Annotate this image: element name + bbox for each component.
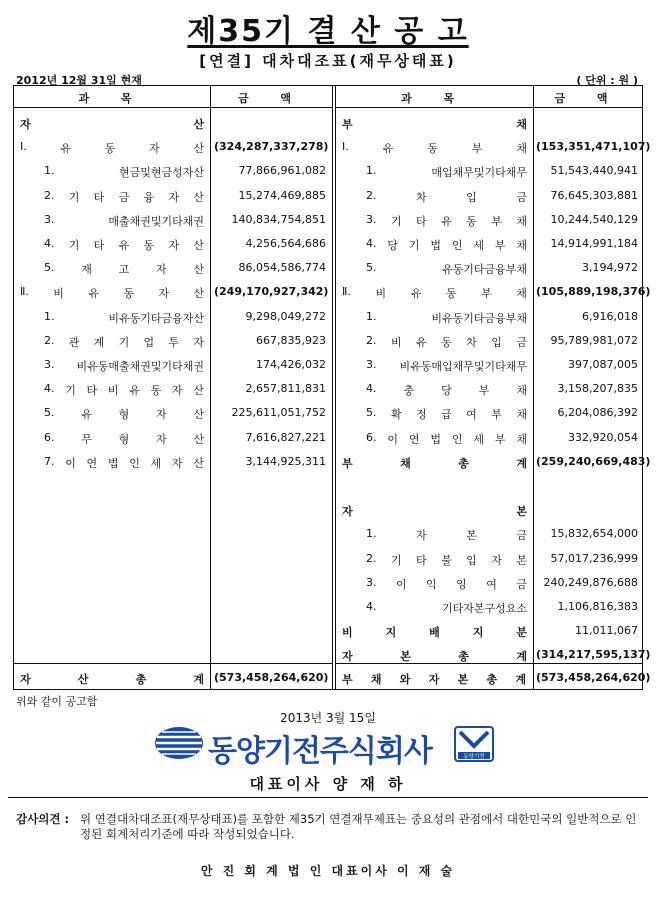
table-row xyxy=(336,183,642,207)
announcement-date: 2013년 3월 15일 xyxy=(280,711,376,725)
row-amount: 667,835,923 xyxy=(256,333,326,347)
unit-label: ( 단위 : 원 ) xyxy=(576,74,638,87)
table-row xyxy=(14,231,332,255)
table-row xyxy=(336,255,642,279)
row-label: 2. 관 계 기 업 투 자 xyxy=(44,333,204,349)
row-amount: 10,244,540,129 xyxy=(550,212,638,226)
table-row xyxy=(14,425,332,449)
table-row xyxy=(336,279,651,303)
audit-label: 감사의견 : xyxy=(16,812,70,826)
row-label: 6. 무 형 자 산 xyxy=(44,430,204,446)
row-label: 5. 재 고 자 산 xyxy=(44,261,204,277)
notice-text: 위와 같이 공고함 xyxy=(16,695,98,708)
table-row xyxy=(336,352,642,376)
row-label: 5. 유동기타금융부채 xyxy=(366,261,527,277)
row-label: 2. 비 유 동 차 입 금 xyxy=(366,333,527,349)
row-amount: 3,158,207,835 xyxy=(557,382,638,396)
row-amount: 6,916,018 xyxy=(582,309,638,323)
liabilities-equity-total-label: 부 채 와 자 본 총 계 xyxy=(342,673,526,686)
as-of-date: 2012년 12월 31일 현재 xyxy=(16,74,142,87)
row-amount: 14,914,991,184 xyxy=(550,237,638,250)
row-label: 부 채 xyxy=(342,118,527,131)
row-amount: 51,543,440,941 xyxy=(550,164,638,178)
row-amount: (153,351,471,107) xyxy=(536,140,651,154)
page-title: 제35기 결 산 공 고 xyxy=(187,14,469,49)
row-label: 7. 이 연 법 인 세 자 산 xyxy=(44,454,204,470)
row-amount: 57,017,236,999 xyxy=(550,551,638,565)
assets-header-item: 과 목 xyxy=(78,92,146,105)
representative: 대표이사 양 재 하 xyxy=(249,775,407,793)
table-row xyxy=(14,158,332,182)
company-mark-icon xyxy=(454,726,494,762)
company-mark-label: 동양기전 xyxy=(463,754,485,760)
table-row xyxy=(14,400,332,424)
row-label: 자 본 총 계 xyxy=(342,650,527,664)
row-label: 3. 기 타 유 동 부 채 xyxy=(366,212,527,228)
company-logo xyxy=(150,722,510,769)
row-label: 4. 기 타 비 유 동 자 산 xyxy=(44,382,204,398)
table-row xyxy=(336,570,642,594)
liabilities-equity-total-amount: (573,458,264,620) xyxy=(536,671,651,684)
company-name: 동양기전주식회사 xyxy=(208,734,432,769)
row-amount: 3,144,925,311 xyxy=(245,454,326,468)
row-amount: 15,832,654,000 xyxy=(550,527,638,541)
table-row xyxy=(14,255,332,279)
row-label: 3. 비유동매출채권및기타채권 xyxy=(44,358,204,373)
liabilities-equity-total-row xyxy=(336,663,651,689)
row-amount: 95,789,981,072 xyxy=(550,333,638,347)
row-label: 5. 유 형 자 산 xyxy=(44,406,204,422)
row-amount: 76,645,303,881 xyxy=(550,188,638,202)
row-label: 3. 비유동매입채무및기타채무 xyxy=(366,358,527,373)
table-row xyxy=(336,521,642,545)
row-label: Ⅱ. 비 유 동 자 산 xyxy=(20,285,204,301)
row-amount: (249,170,927,342) xyxy=(214,285,329,299)
row-label: Ⅰ. 유 동 부 채 xyxy=(342,140,527,156)
row-label: 비 지 배 지 분 xyxy=(342,626,527,640)
table-row xyxy=(14,134,332,158)
table-row xyxy=(14,352,332,376)
table-row xyxy=(336,618,642,642)
liabilities-header-item: 과 목 xyxy=(400,92,469,105)
row-label: 6. 이 연 법 인 세 부 채 xyxy=(366,430,527,446)
row-label: 자 본 xyxy=(342,505,527,519)
table-row xyxy=(336,231,642,255)
assets-header-amount: 금 액 xyxy=(237,92,306,105)
row-label: 3. 이 익 잉 여 금 xyxy=(366,575,527,591)
row-label: 4. 당 기 법 인 세 부 채 xyxy=(366,237,527,252)
table-row xyxy=(336,134,651,158)
table-row xyxy=(336,594,642,618)
row-label: 5. 확 정 급 여 부 채 xyxy=(366,406,527,422)
row-amount: 11,011,067 xyxy=(575,624,638,638)
table-row xyxy=(14,328,332,352)
audit-text: 위 연결대차대조표(재무상태표)를 포함한 제35기 연결재무제표는 중요성의 관점에서 대한민국의 일반적으로 인정된 회계처리기준에 따라 작성되었습니다. xyxy=(80,812,637,841)
row-amount: (259,240,669,483) xyxy=(536,454,651,468)
row-amount: 174,426,032 xyxy=(256,358,326,371)
table-row xyxy=(14,207,332,231)
table-row xyxy=(336,497,642,521)
row-label: 4. 기타자본구성요소 xyxy=(366,600,527,615)
row-amount: (314,217,595,137) xyxy=(536,648,651,662)
row-amount: 86,054,586,774 xyxy=(238,261,326,275)
row-label: 1. 매입채무및기타채무 xyxy=(366,164,527,180)
row-amount: 7,616,827,221 xyxy=(245,430,326,444)
row-label: 1. 비유동기타금융부채 xyxy=(366,309,527,325)
table-row xyxy=(336,110,642,134)
row-label: 2. 기 타 금 융 자 산 xyxy=(44,188,204,204)
table-row xyxy=(14,279,332,303)
row-amount: 140,834,754,851 xyxy=(231,212,326,226)
row-label: 1. 비유동기타금융자산 xyxy=(44,309,204,325)
table-row xyxy=(14,376,332,400)
row-amount: 77,866,961,082 xyxy=(238,164,326,178)
assets-total-label: 자 산 총 계 xyxy=(20,673,204,686)
row-amount: (105,889,198,376) xyxy=(536,285,651,299)
table-row xyxy=(336,449,651,473)
row-label: 2. 기 타 불 입 자 본 xyxy=(366,551,527,567)
liabilities-header-amount: 금 액 xyxy=(554,92,622,105)
row-amount: 240,249,876,688 xyxy=(543,575,638,589)
table-row xyxy=(336,207,642,231)
row-label: 4. 충 당 부 채 xyxy=(366,382,527,398)
liabilities-header xyxy=(336,86,642,108)
row-label: 자 산 xyxy=(20,118,204,131)
row-label: Ⅱ. 비 유 동 부 채 xyxy=(342,285,527,301)
row-amount: 2,657,811,831 xyxy=(245,382,326,396)
row-label: 2. 차 입 금 xyxy=(366,188,527,204)
auditor-signature: 안 진 회 계 법 인 대표이사 이 재 술 xyxy=(200,864,456,878)
row-amount: 15,274,469,885 xyxy=(238,188,326,202)
row-amount: 1,106,816,383 xyxy=(557,600,638,613)
row-amount: 397,087,005 xyxy=(568,358,638,371)
row-amount: 9,298,049,272 xyxy=(245,309,326,323)
table-row xyxy=(336,376,642,400)
table-row xyxy=(336,546,642,570)
assets-column xyxy=(14,86,332,689)
row-amount: (324,287,337,278) xyxy=(214,140,329,154)
row-label: 1. 자 본 금 xyxy=(366,527,527,543)
assets-header xyxy=(14,86,332,108)
table-row xyxy=(14,449,332,473)
table-row xyxy=(14,304,332,328)
table-row xyxy=(14,183,332,207)
table-row xyxy=(336,304,642,328)
row-label: 3. 매출채권및기타채권 xyxy=(44,212,204,228)
statement-subtitle: [연결] 대차대조표(재무상태표) xyxy=(199,52,457,70)
table-row xyxy=(336,328,642,352)
table-row xyxy=(336,158,642,182)
liabilities-equity-column xyxy=(336,86,651,689)
row-amount: 332,920,054 xyxy=(568,430,638,444)
separator-line xyxy=(8,797,648,798)
assets-total-row xyxy=(14,663,332,689)
row-label: 4. 기 타 유 동 자 산 xyxy=(44,237,204,252)
table-row xyxy=(336,473,642,497)
row-amount: 3,194,972 xyxy=(582,261,638,275)
row-amount: 6,204,086,392 xyxy=(557,406,638,420)
assets-total-amount: (573,458,264,620) xyxy=(214,671,329,684)
row-label: Ⅰ. 유 동 자 산 xyxy=(20,140,204,156)
row-label: 1. 현금및현금성자산 xyxy=(44,164,204,180)
row-amount: 4,256,564,686 xyxy=(245,237,326,250)
balance-sheet-table xyxy=(13,85,651,690)
globe-logo-icon xyxy=(154,726,204,760)
row-amount: 225,611,051,752 xyxy=(231,406,326,420)
table-row xyxy=(14,110,332,134)
table-row xyxy=(336,425,642,449)
table-row xyxy=(336,400,642,424)
row-label: 부 채 총 계 xyxy=(342,456,527,470)
